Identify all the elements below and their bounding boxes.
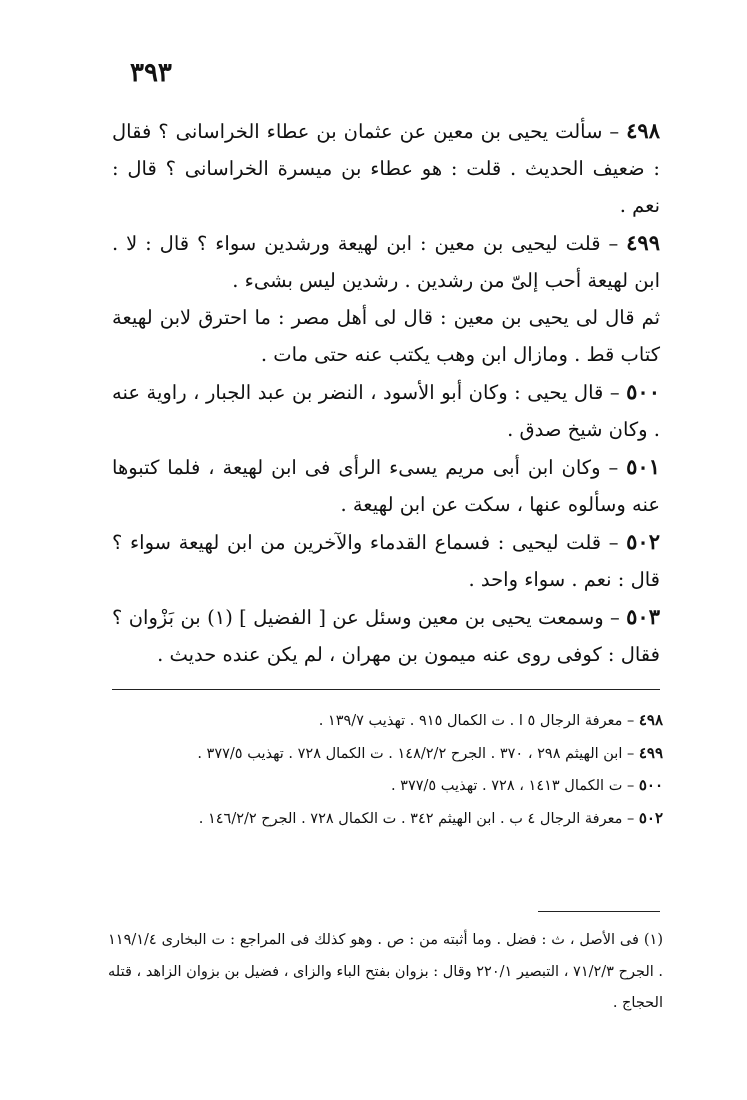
- note-number: ٥٠٢: [638, 808, 663, 827]
- entry-text: ثم قال لى يحيى بن معين : قال لى أهل مصر : ما احترق لابن لهيعة كتاب قط . ومازال ابن وهب يكتب عنه حتى مات .: [112, 306, 660, 366]
- entry-text: – قال يحيى : وكان أبو الأسود ، النضر بن عبد الجبار ، راوية عنه . وكان شيخ صدق .: [112, 381, 660, 441]
- note-text: – معرفة الرجال ٤ ب . ابن الهيثم ٣٤٢ . ت الكمال ٧٢٨ . الجرح ١٤٦/٢/٢ .: [198, 810, 639, 827]
- footnote: (١) فى الأصل ، ث : فضل . وما أثبته من : ص . وهو كذلك فى المراجع : ت البخارى ١١٩/١/٤ . الجرح ٧١/٢/٣ ، التبصير ٢٢٠/١ وقال : بزوان بفتح الباء والزاى ، فضيل بن بزوان الزاهد ، قتله الحجاج .: [108, 932, 663, 1011]
- note-number: ٥٠٠: [638, 776, 663, 794]
- entry-498: [112, 112, 660, 224]
- note-number: ٤٩٨: [638, 711, 663, 729]
- entry-503: [112, 598, 660, 673]
- notes-divider: [112, 689, 660, 690]
- note-text: – ابن الهيثم ٢٩٨ ، ٣٧٠ . الجرح ١٤٨/٢/٢ . ت الكمال ٧٢٨ . تهذيب ٣٧٧/٥ .: [197, 745, 639, 762]
- entry-502: [112, 523, 660, 598]
- note-498: [108, 705, 663, 738]
- entry-text: – قلت ليحيى بن معين : ابن لهيعة ورشدين سواء ؟ قال : لا . ابن لهيعة أحب إلىّ من رشدين . رشدين ليس بشىء .: [112, 232, 660, 292]
- entry-number: ٥٠١: [626, 454, 660, 479]
- entry-number: ٥٠٣: [626, 604, 660, 629]
- entry-text: – وكان ابن أبى مريم يسىء الرأى فى ابن لهيعة ، فلما كتبوها عنه وسألوه عنها ، سكت عن ابن لهيعة .: [112, 456, 660, 516]
- entry-499-continuation: [112, 299, 660, 373]
- note-text: – ت الكمال ١٤١٣ ، ٧٢٨ . تهذيب ٣٧٧/٥ .: [390, 778, 639, 794]
- source-notes: [108, 705, 663, 835]
- entry-number: ٤٩٩: [626, 230, 660, 255]
- entry-number: ٥٠٠: [626, 379, 660, 404]
- note-499: [108, 738, 663, 771]
- entry-text: – وسمعت يحيى بن معين وسئل عن [ الفضيل ] (١) بن بَزْوان ؟ فقال : كوفى روى عنه ميمون بن مهران ، لم يكن عنده حديث .: [112, 606, 660, 666]
- entry-number: ٤٩٨: [626, 118, 660, 143]
- note-number: ٤٩٩: [638, 743, 663, 762]
- entry-text: – قلت ليحيى : فسماع القدماء والآخرين من ابن لهيعة سواء ؟ قال : نعم . سواء واحد .: [112, 531, 660, 591]
- entry-text: – سألت يحيى بن معين عن عثمان بن عطاء الخراسانى ؟ فقال : ضعيف الحديث . قلت : هو عطاء بن ميسرة الخراسانى ؟ قال : نعم .: [112, 120, 660, 217]
- note-502: [108, 803, 663, 836]
- entry-499: [112, 224, 660, 299]
- main-text: [112, 112, 660, 673]
- note-500: [108, 770, 663, 803]
- page-number: ٣٩٣: [130, 58, 172, 88]
- entry-500: [112, 373, 660, 448]
- entry-501: [112, 448, 660, 523]
- footnote-divider: [538, 911, 660, 912]
- note-text: – معرفة الرجال ٥ ا . ت الكمال ٩١٥ . تهذيب ١٣٩/٧ .: [318, 713, 639, 729]
- entry-number: ٥٠٢: [626, 529, 660, 554]
